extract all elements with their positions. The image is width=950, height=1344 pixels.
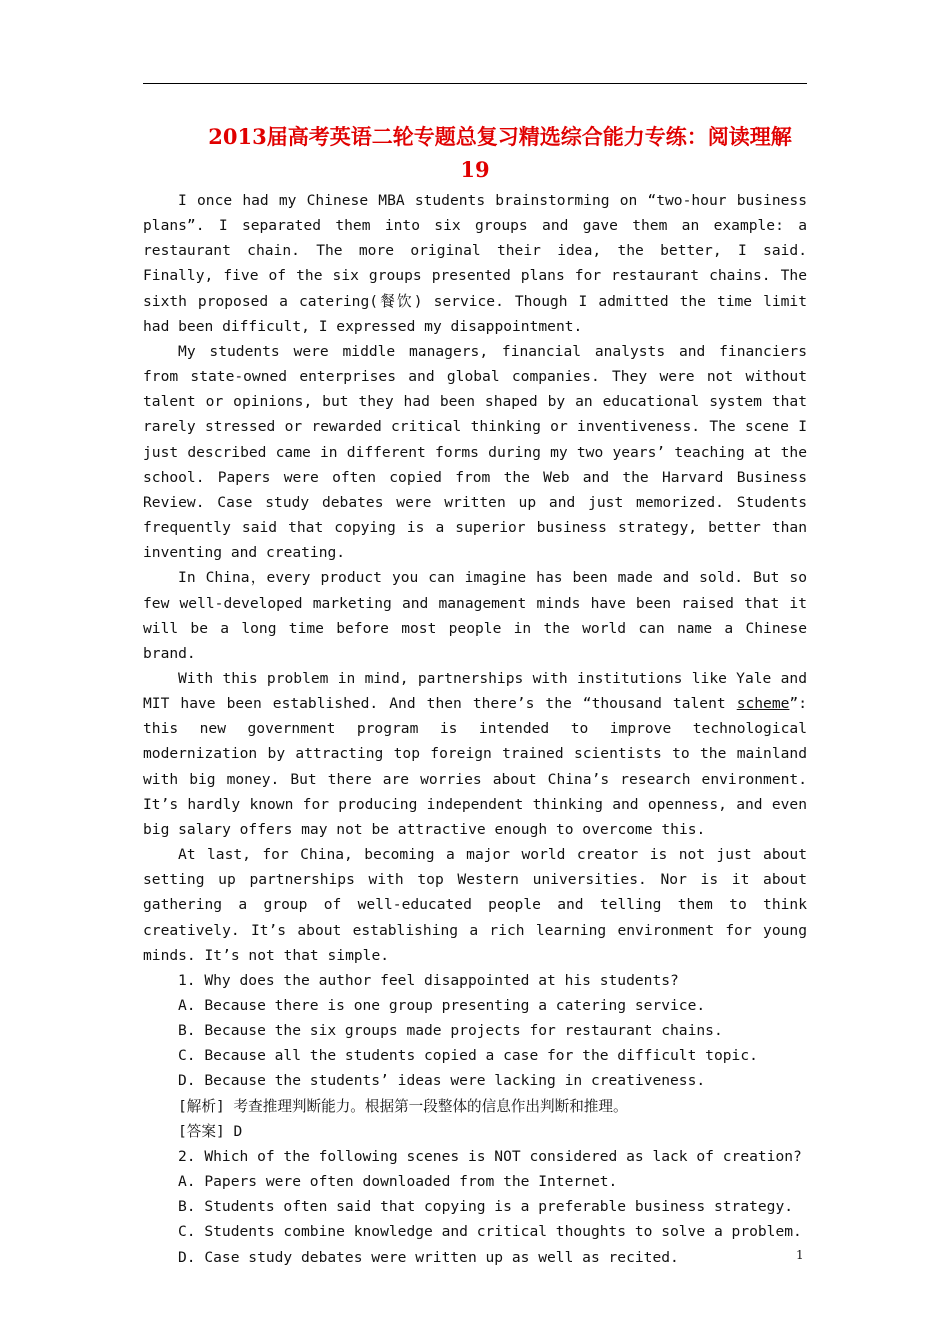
- page-number: 1: [796, 1248, 804, 1262]
- question-2-option-d: D. Case study debates were written up as well as recited.: [178, 1248, 679, 1266]
- title-line-1: 2013届高考英语二轮专题总复习精选综合能力专练：阅读理解: [208, 124, 792, 149]
- question-1-analysis: [解析] 考查推理判断能力。根据第一段整体的信息作出判断和推理。: [178, 1097, 628, 1115]
- question-2-option-b: B. Students often said that copying is a preferable business strategy.: [178, 1198, 794, 1216]
- question-1-stem: 1. Why does the author feel disappointed at his students?: [178, 971, 679, 989]
- paragraph-2: My students were middle managers, financial analysts and financiers from state-owned enterprises and global companies. They were not without talent or opinions, but they had been shaped by an educational system that rarely stressed or rewarded critical thinking or inventiveness. The scene I just described came in different forms during my two years’ teaching at the school. Papers were often copied from the Web and the Harvard Business Review. Case study debates were written up and just memorized. Students frequently said that copying is a superior business strategy, better than inventing and creating.: [143, 342, 807, 562]
- paragraph-1: I once had my Chinese MBA students brainstorming on “two-hour business plans”. I separated them into six groups and gave them an example: a restaurant chain. The more original their idea, the better, I said. Finally, five of the six groups presented plans for restaurant chains. The sixth proposed a catering(餐饮) service. Though I admitted the time limit had been difficult, I expressed my disappointment.: [143, 192, 807, 335]
- underlined-word-scheme: scheme: [736, 695, 790, 713]
- paragraph-4: [143, 666, 807, 842]
- question-1-option-c: C. Because all the students copied a case for the difficult topic.: [178, 1047, 758, 1065]
- header-rule: [143, 83, 807, 84]
- question-2-stem: 2. Which of the following scenes is NOT considered as lack of creation?: [178, 1147, 802, 1165]
- passage-body: [143, 188, 807, 1270]
- paragraph-4-part-2: ”: this new government program is intended to improve technological modernization by attracting top foreign trained scientists to the mainland with big money. But there are worries about China’s research environment. It’s hardly known for producing independent thinking and openness, and even big salary offers may not be attractive enough to overcome this.: [143, 695, 807, 838]
- question-1-option-d: D. Because the students’ ideas were lacking in creativeness.: [178, 1072, 706, 1090]
- paragraph-3: In China，every product you can imagine has been made and sold. But so few well-developed marketing and management minds have been raised that it will be a long time before most people in the world can name a Chinese brand.: [143, 569, 807, 662]
- question-1-answer: [答案] D: [178, 1122, 243, 1140]
- question-2-option-c: C. Students combine knowledge and critical thoughts to solve a problem.: [178, 1223, 802, 1241]
- paragraph-5: At last, for China, becoming a major world creator is not just about setting up partnerships with top Western universities. Nor is it about gathering a group of well-educated people and telling them to think creatively. It’s about establishing a rich learning environment for young minds. It’s not that simple.: [143, 846, 807, 964]
- title-line-2: 19: [460, 157, 490, 182]
- question-2-option-a: A. Papers were often downloaded from the Internet.: [178, 1173, 618, 1191]
- question-1-option-a: A. Because there is one group presenting a catering service.: [178, 997, 706, 1014]
- question-1-option-b: B. Because the six groups made projects for restaurant chains.: [178, 1022, 723, 1040]
- paragraph-4-part-1: With this problem in mind, partnerships with institutions like Yale and MIT have been established. And then there’s the “thousand talent: [143, 669, 807, 713]
- document-title: [143, 120, 807, 186]
